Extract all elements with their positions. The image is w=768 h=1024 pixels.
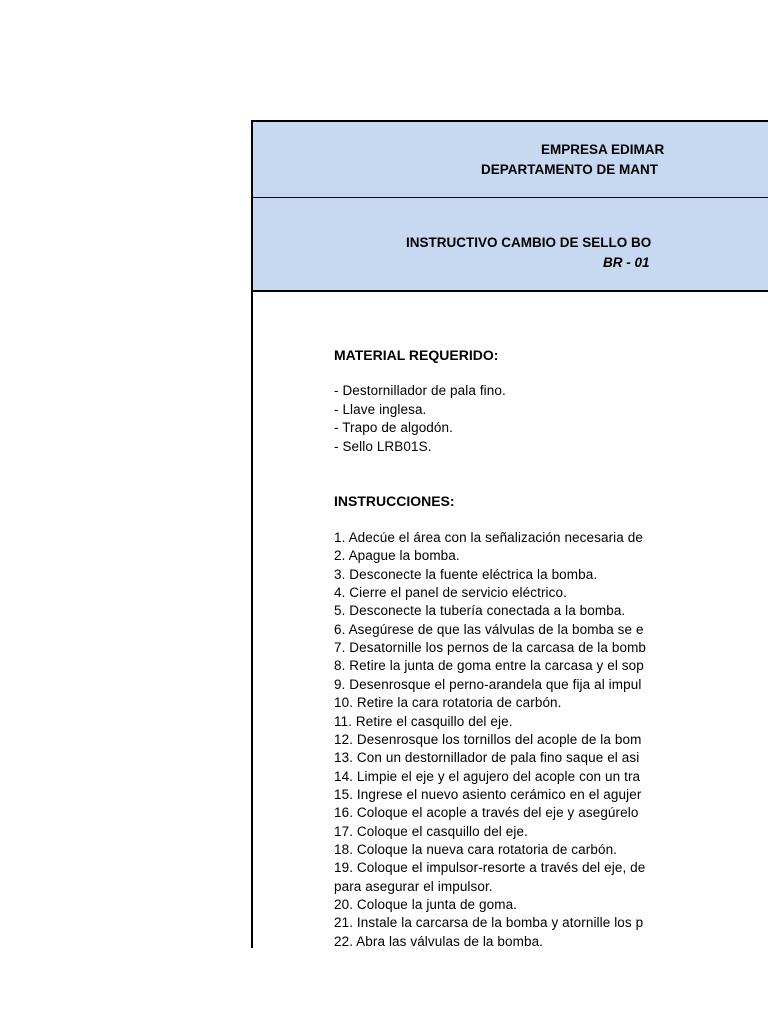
instruction-step: 12. Desenrosque los tornillos del acople de la bom: [334, 731, 642, 747]
instruction-step: 7. Desatornille los pernos de la carcasa de la bomb: [334, 640, 647, 656]
instruction-step: 11. Retire el casquillo del eje.: [334, 713, 513, 729]
instruction-step: 6. Asegúrese de que las válvulas de la bomba se e: [334, 621, 644, 637]
material-item: - Trapo de algodón.: [334, 420, 453, 436]
instructions-heading: INSTRUCCIONES:: [334, 493, 455, 509]
document-title: INSTRUCTIVO CAMBIO DE SELLO BO: [406, 235, 652, 250]
instruction-step: 8. Retire la junta de goma entre la carcasa y el sop: [334, 658, 644, 674]
instruction-step: 17. Coloque el casquillo del eje.: [334, 823, 528, 839]
instruction-step: 18. Coloque la nueva cara rotatoria de carbón.: [334, 841, 618, 857]
instruction-step: 22. Abra las válvulas de la bomba.: [334, 933, 544, 948]
instruction-step: 4. Cierre el panel de servicio eléctrico.: [334, 585, 567, 601]
instruction-step: 15. Ingrese el nuevo asiento cerámico en el agujer: [334, 786, 642, 802]
instruction-step: 14. Limpie el eje y el agujero del acople con un tra: [334, 768, 641, 784]
instruction-step: 10. Retire la cara rotatoria de carbón.: [334, 695, 562, 711]
instruction-step: 5. Desconecte la tubería conectada a la bomba.: [334, 603, 626, 619]
instruction-step: 2. Apague la bomba.: [334, 548, 460, 564]
company-name: EMPRESA EDIMAR: [541, 142, 665, 157]
material-item: - Sello LRB01S.: [334, 438, 432, 454]
instruction-step: 13. Con un destornillador de pala fino saque el asi: [334, 750, 640, 766]
instruction-step: para asegurar el impulsor.: [334, 878, 493, 894]
material-item: - Llave inglesa.: [334, 401, 427, 417]
instruction-step: 19. Coloque el impulsor-resorte a través del eje, de: [334, 860, 646, 876]
instruction-step: 9. Desenrosque el perno-arandela que fija al impul: [334, 676, 642, 692]
department-name: DEPARTAMENTO DE MANT: [481, 162, 658, 177]
document-title-header: [253, 198, 768, 292]
instruction-step: 3. Desconecte la fuente eléctrica la bomba.: [334, 566, 598, 582]
document-sheet: [251, 120, 768, 948]
instruction-step: 1. Adecúe el área con la señalización necesaria de: [334, 530, 643, 545]
materials-heading: MATERIAL REQUERIDO:: [334, 347, 499, 363]
instruction-step: 20. Coloque la junta de goma.: [334, 897, 518, 912]
company-header: [253, 122, 768, 198]
instruction-step: 16. Coloque el acople a través del eje y asegúrelo: [334, 805, 639, 821]
document-code: BR - 01: [603, 255, 650, 270]
material-item: - Destornillador de pala fino.: [334, 383, 506, 398]
instruction-step: 21. Instale la carcarsa de la bomba y atornille los p: [334, 915, 644, 931]
